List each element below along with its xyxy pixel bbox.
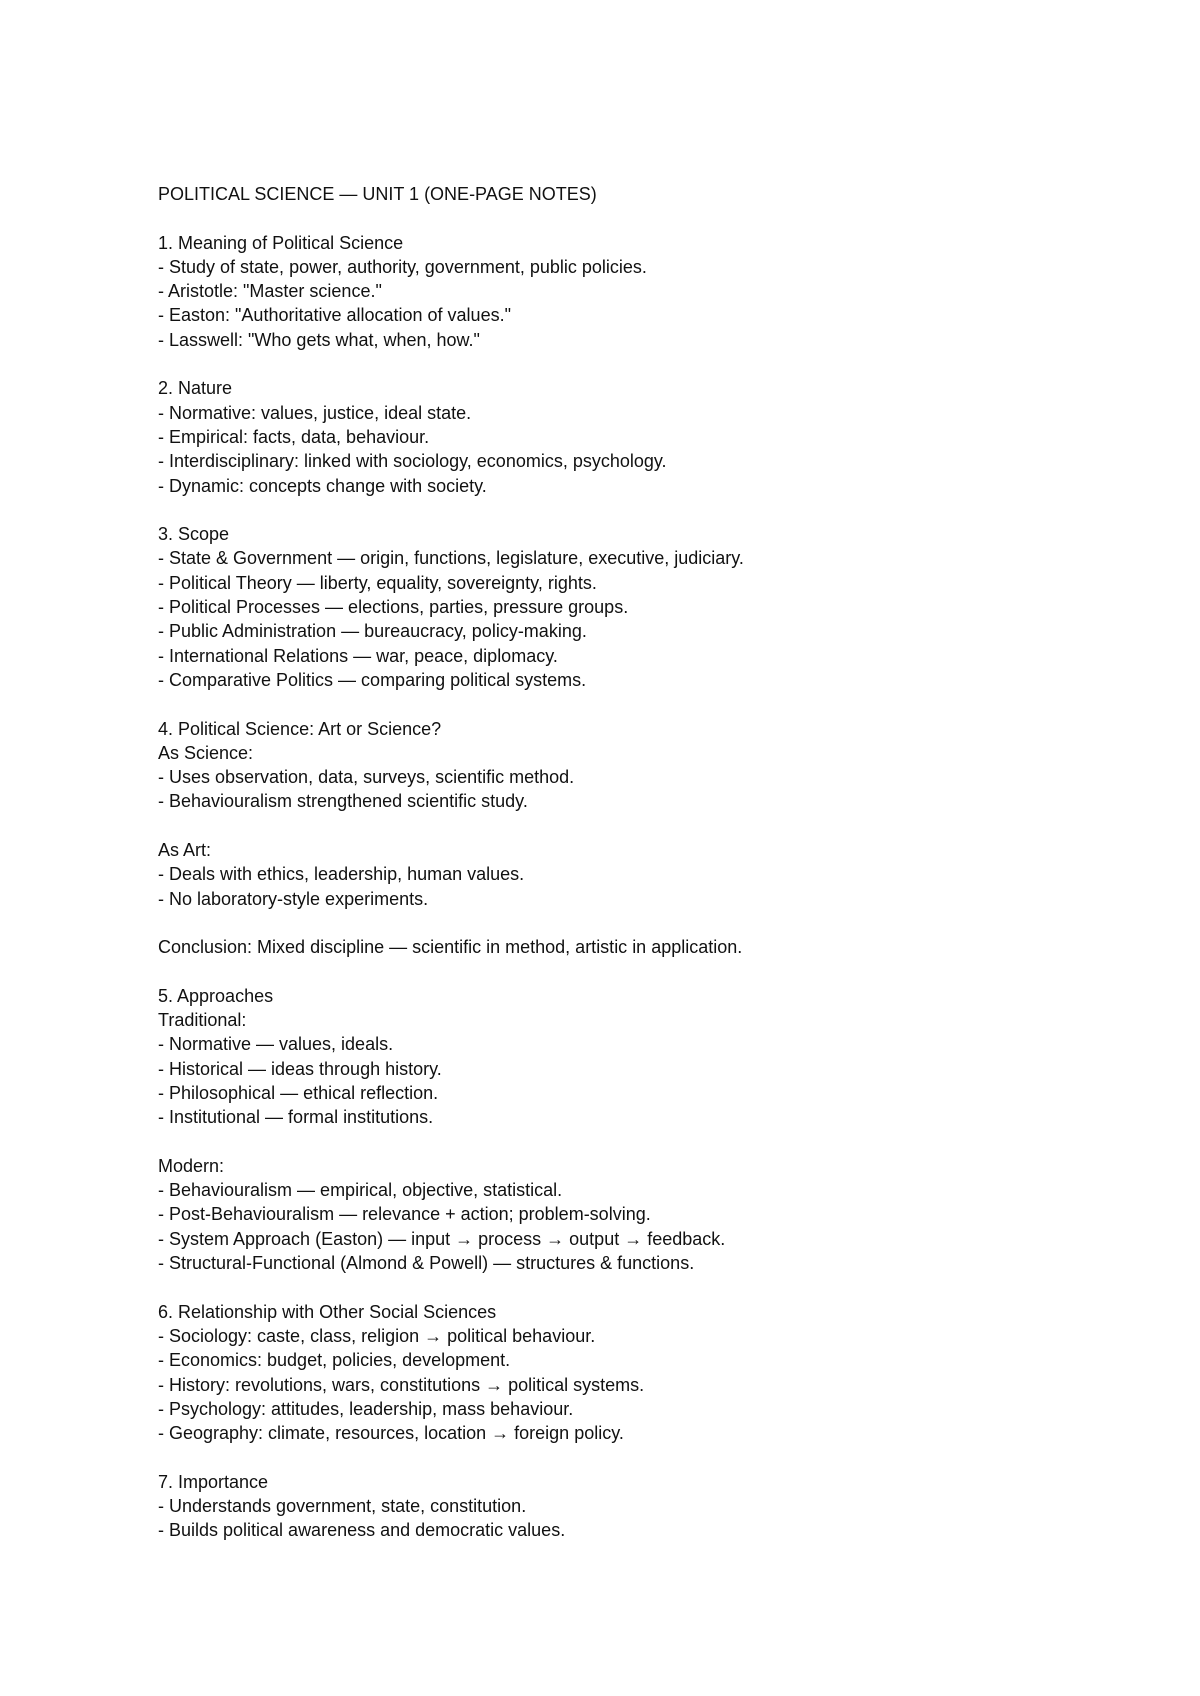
spacer [158, 352, 1138, 376]
spacer [158, 1445, 1138, 1469]
note-line: - Institutional — formal institutions. [158, 1107, 434, 1128]
spacer [158, 692, 1138, 716]
spacer [158, 960, 1138, 984]
section-heading-scope: 3. Scope [158, 524, 230, 545]
note-line: - Study of state, power, authority, government, public policies. [158, 256, 647, 277]
note-line: - No laboratory-style experiments. [158, 888, 429, 909]
note-line: - Lasswell: "Who gets what, when, how." [158, 329, 480, 350]
note-line: - Geography: climate, resources, location → foreign policy. [158, 1423, 624, 1444]
spacer [158, 206, 1138, 230]
spacer [158, 1130, 1138, 1154]
note-line: - State & Government — origin, functions, legislature, executive, judiciary. [158, 548, 744, 569]
note-line: - Uses observation, data, surveys, scientific method. [158, 767, 575, 788]
note-line: - Empirical: facts, data, behaviour. [158, 426, 430, 447]
note-line: - Behaviouralism — empirical, objective, statistical. [158, 1180, 563, 1201]
document-title: POLITICAL SCIENCE — UNIT 1 (ONE-PAGE NOTES) [158, 184, 597, 204]
note-line: - Normative: values, justice, ideal state. [158, 402, 472, 423]
spacer [158, 814, 1138, 838]
note-line: - Deals with ethics, leadership, human values. [158, 864, 525, 885]
note-line: - Normative — values, ideals. [158, 1034, 394, 1055]
document-page [158, 182, 1138, 1543]
spacer [158, 911, 1138, 935]
note-line: - Dynamic: concepts change with society. [158, 475, 487, 496]
note-line: - Political Processes — elections, parties, pressure groups. [158, 597, 629, 618]
note-line: - Easton: "Authoritative allocation of values." [158, 305, 511, 326]
subheading-as-art: As Art: [158, 840, 212, 861]
spacer [158, 1275, 1138, 1299]
note-line: - Aristotle: "Master science." [158, 281, 382, 302]
subheading-traditional: Traditional: [158, 1010, 247, 1031]
spacer [158, 498, 1138, 522]
note-line: - Understands government, state, constitution. [158, 1496, 527, 1517]
note-line: - International Relations — war, peace, diplomacy. [158, 645, 558, 666]
section-heading-relationship: 6. Relationship with Other Social Sciences [158, 1301, 497, 1322]
note-line: - Behaviouralism strengthened scientific study. [158, 791, 528, 812]
note-line: - Historical — ideas through history. [158, 1058, 442, 1079]
note-line: - Philosophical — ethical reflection. [158, 1082, 439, 1103]
section-heading-nature: 2. Nature [158, 378, 233, 399]
conclusion-line: Conclusion: Mixed discipline — scientific in method, artistic in application. [158, 937, 743, 958]
note-line: - Psychology: attitudes, leadership, mass behaviour. [158, 1398, 574, 1419]
note-line: - Comparative Politics — comparing political systems. [158, 669, 587, 690]
note-line: - Post-Behaviouralism — relevance + action; problem-solving. [158, 1204, 651, 1225]
note-line: - Economics: budget, policies, development. [158, 1350, 511, 1371]
subheading-as-science: As Science: [158, 742, 254, 763]
section-heading-meaning: 1. Meaning of Political Science [158, 232, 404, 253]
subheading-modern: Modern: [158, 1155, 225, 1176]
note-line: - System Approach (Easton) — input → process → output → feedback. [158, 1228, 726, 1249]
section-heading-importance: 7. Importance [158, 1471, 269, 1492]
note-line: - Political Theory — liberty, equality, sovereignty, rights. [158, 572, 597, 593]
note-line: - History: revolutions, wars, constitutions → political systems. [158, 1374, 645, 1395]
note-line: - Builds political awareness and democratic values. [158, 1520, 566, 1541]
note-line: - Structural-Functional (Almond & Powell) — structures & functions. [158, 1253, 695, 1274]
section-heading-art-or-science: 4. Political Science: Art or Science? [158, 718, 442, 739]
section-heading-approaches: 5. Approaches [158, 985, 274, 1006]
note-line: - Interdisciplinary: linked with sociology, economics, psychology. [158, 451, 667, 472]
note-line: - Public Administration — bureaucracy, policy-making. [158, 621, 587, 642]
note-line: - Sociology: caste, class, religion → political behaviour. [158, 1325, 596, 1346]
